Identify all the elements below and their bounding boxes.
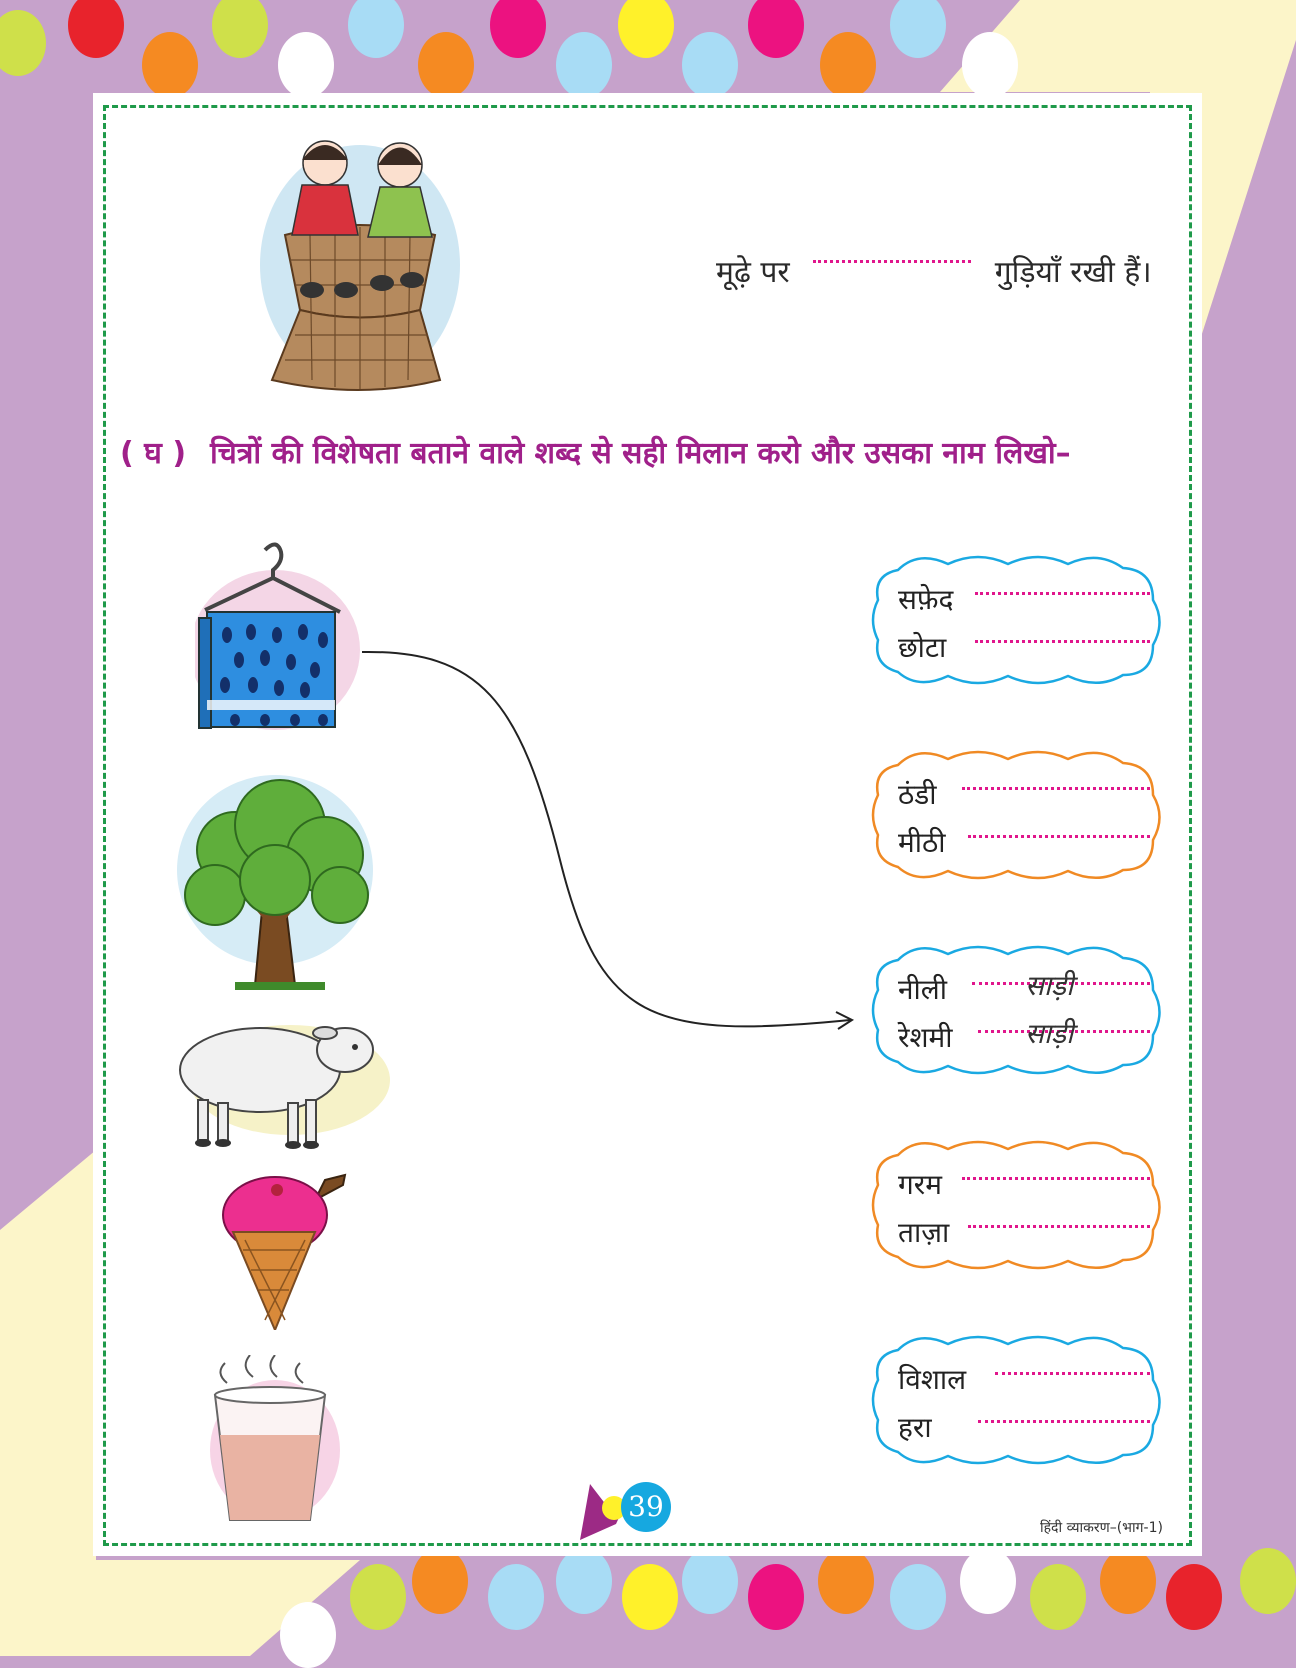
cloud-outline xyxy=(868,745,1168,885)
cloud-word: सफ़ेद xyxy=(898,583,954,616)
page-number: 39 xyxy=(621,1482,671,1532)
cloud-word: मीठी xyxy=(898,826,946,859)
answer-blank[interactable] xyxy=(968,835,1150,838)
matching-connector-line xyxy=(360,640,860,1050)
ice-cream-cone-picture[interactable] xyxy=(215,1170,355,1330)
cloud-word: ताज़ा xyxy=(898,1216,950,1249)
cloud-word: हरा xyxy=(898,1411,932,1444)
word-cloud xyxy=(868,940,1168,1080)
sentence-start: मूढ़े पर xyxy=(716,255,790,290)
handwritten-answer: साड़ी xyxy=(1025,1017,1074,1050)
word-cloud xyxy=(868,1330,1168,1470)
cloud-outline xyxy=(868,550,1168,690)
answer-blank[interactable] xyxy=(995,1372,1150,1375)
sentence-blank[interactable] xyxy=(813,260,971,263)
glass-of-tea-picture[interactable] xyxy=(205,1355,340,1525)
cloud-outline xyxy=(868,940,1168,1080)
question-label: ( घ ) xyxy=(120,436,187,471)
cloud-outline xyxy=(868,1135,1168,1275)
cloud-word: ठंडी xyxy=(898,778,937,811)
dolls-on-stool-illustration xyxy=(250,125,470,395)
cloud-word: रेशमी xyxy=(898,1021,953,1054)
sheep-picture[interactable] xyxy=(170,1005,390,1155)
answer-blank[interactable] xyxy=(975,640,1150,643)
answer-blank[interactable] xyxy=(978,1420,1150,1423)
handwritten-answer: साड़ी xyxy=(1025,969,1074,1002)
answer-blank[interactable] xyxy=(975,592,1150,595)
cloud-word: गरम xyxy=(898,1168,942,1201)
sentence-end: गुड़ियाँ रखी हैं। xyxy=(994,255,1152,290)
tree-picture[interactable] xyxy=(175,770,375,995)
cloud-word: नीली xyxy=(898,973,948,1006)
fill-in-sentence xyxy=(716,250,1152,291)
saree-on-hanger-picture[interactable] xyxy=(195,540,365,740)
answer-blank[interactable] xyxy=(962,787,1150,790)
cloud-word: छोटा xyxy=(898,631,947,664)
word-cloud xyxy=(868,745,1168,885)
answer-blank[interactable] xyxy=(962,1177,1150,1180)
cloud-outline xyxy=(868,1330,1168,1470)
question-text: चित्रों की विशेषता बताने वाले शब्द से सही मिलान करो और उसका नाम लिखो– xyxy=(210,436,1071,471)
book-title: हिंदी व्याकरण–(भाग-1) xyxy=(1040,1520,1163,1536)
cloud-word: विशाल xyxy=(898,1363,967,1396)
answer-blank[interactable] xyxy=(968,1225,1150,1228)
word-cloud xyxy=(868,1135,1168,1275)
bottom-dot-border xyxy=(0,1556,1296,1666)
word-cloud xyxy=(868,550,1168,690)
